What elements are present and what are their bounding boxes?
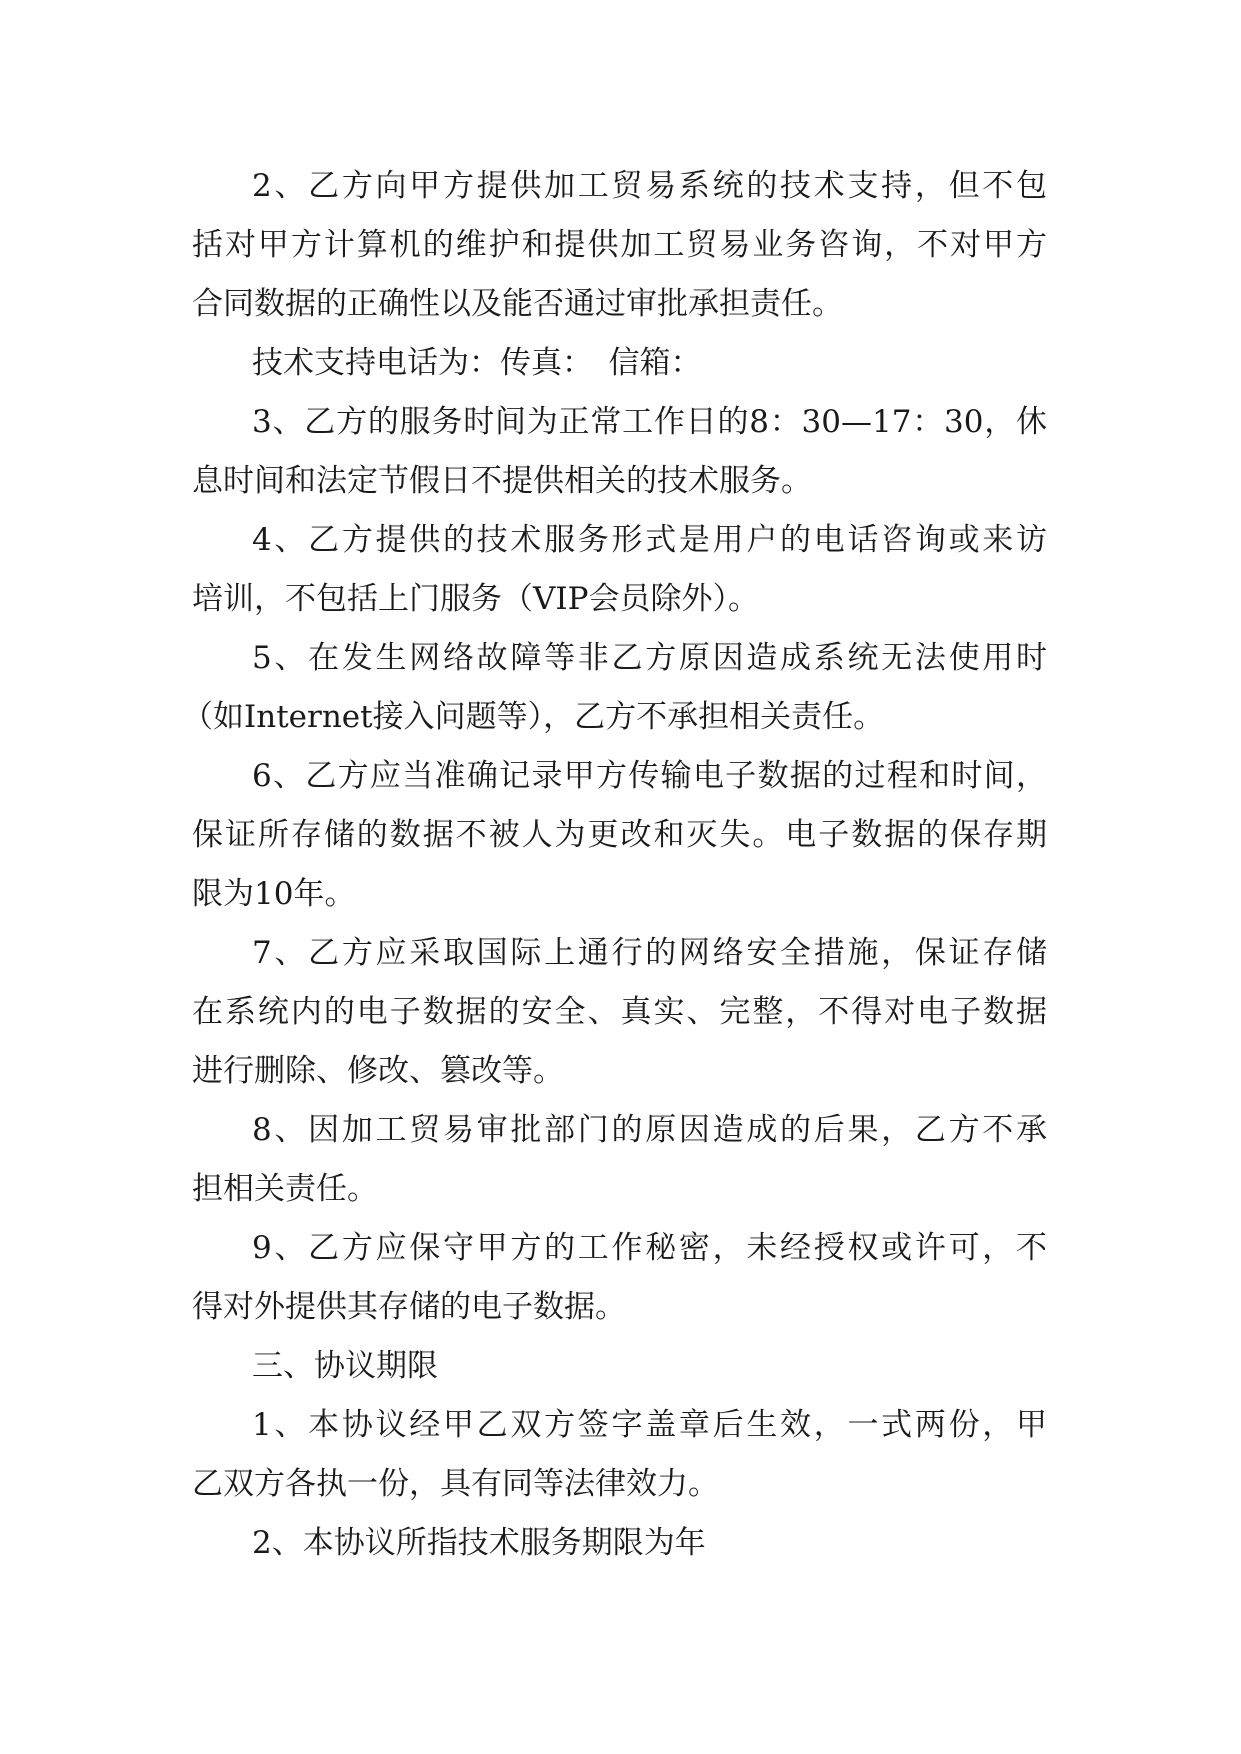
text-line: 7、乙方应采取国际上通行的网络安全措施，保证存储 bbox=[252, 935, 1047, 971]
text-line: 1、本协议经甲乙双方签字盖章后生效，一式两份，甲 bbox=[252, 1407, 1047, 1443]
text-line: 乙双方各执一份，具有同等法律效力。 bbox=[192, 1466, 719, 1502]
text-line: 括对甲方计算机的维护和提供加工贸易业务咨询，不对甲方 bbox=[192, 227, 1047, 263]
text-line: 5、在发生网络故障等非乙方原因造成系统无法使用时 bbox=[252, 640, 1047, 676]
text-line: 3、乙方的服务时间为正常工作日的8：30—17：30，休 bbox=[252, 404, 1047, 440]
text-line: 技术支持电话为：传真： 信箱： bbox=[252, 345, 702, 381]
text-line: 9、乙方应保守甲方的工作秘密，未经授权或许可，不 bbox=[252, 1230, 1047, 1266]
text-line: 息时间和法定节假日不提供相关的技术服务。 bbox=[192, 463, 812, 499]
text-line: 8、因加工贸易审批部门的原因造成的后果，乙方不承 bbox=[252, 1112, 1047, 1148]
text-line: 进行删除、修改、篡改等。 bbox=[192, 1053, 564, 1089]
text-line: 4、乙方提供的技术服务形式是用户的电话咨询或来访 bbox=[252, 522, 1047, 558]
text-line: 在系统内的电子数据的安全、真实、完整，不得对电子数据 bbox=[192, 994, 1047, 1030]
text-line: 得对外提供其存储的电子数据。 bbox=[192, 1289, 626, 1325]
text-line: （如Internet接入问题等），乙方不承担相关责任。 bbox=[182, 699, 885, 735]
text-line: 2、乙方向甲方提供加工贸易系统的技术支持，但不包 bbox=[252, 168, 1047, 204]
text-line: 合同数据的正确性以及能否通过审批承担责任。 bbox=[192, 286, 843, 322]
section-heading: 三、协议期限 bbox=[252, 1348, 438, 1384]
text-line: 2、本协议所指技术服务期限为年 bbox=[252, 1525, 706, 1561]
text-line: 培训，不包括上门服务（VIP会员除外）。 bbox=[192, 581, 759, 617]
text-line: 担相关责任。 bbox=[192, 1171, 378, 1207]
text-line: 保证所存储的数据不被人为更改和灭失。电子数据的保存期 bbox=[192, 817, 1047, 853]
text-line: 6、乙方应当准确记录甲方传输电子数据的过程和时间， bbox=[252, 758, 1047, 794]
text-line: 限为10年。 bbox=[192, 876, 356, 912]
